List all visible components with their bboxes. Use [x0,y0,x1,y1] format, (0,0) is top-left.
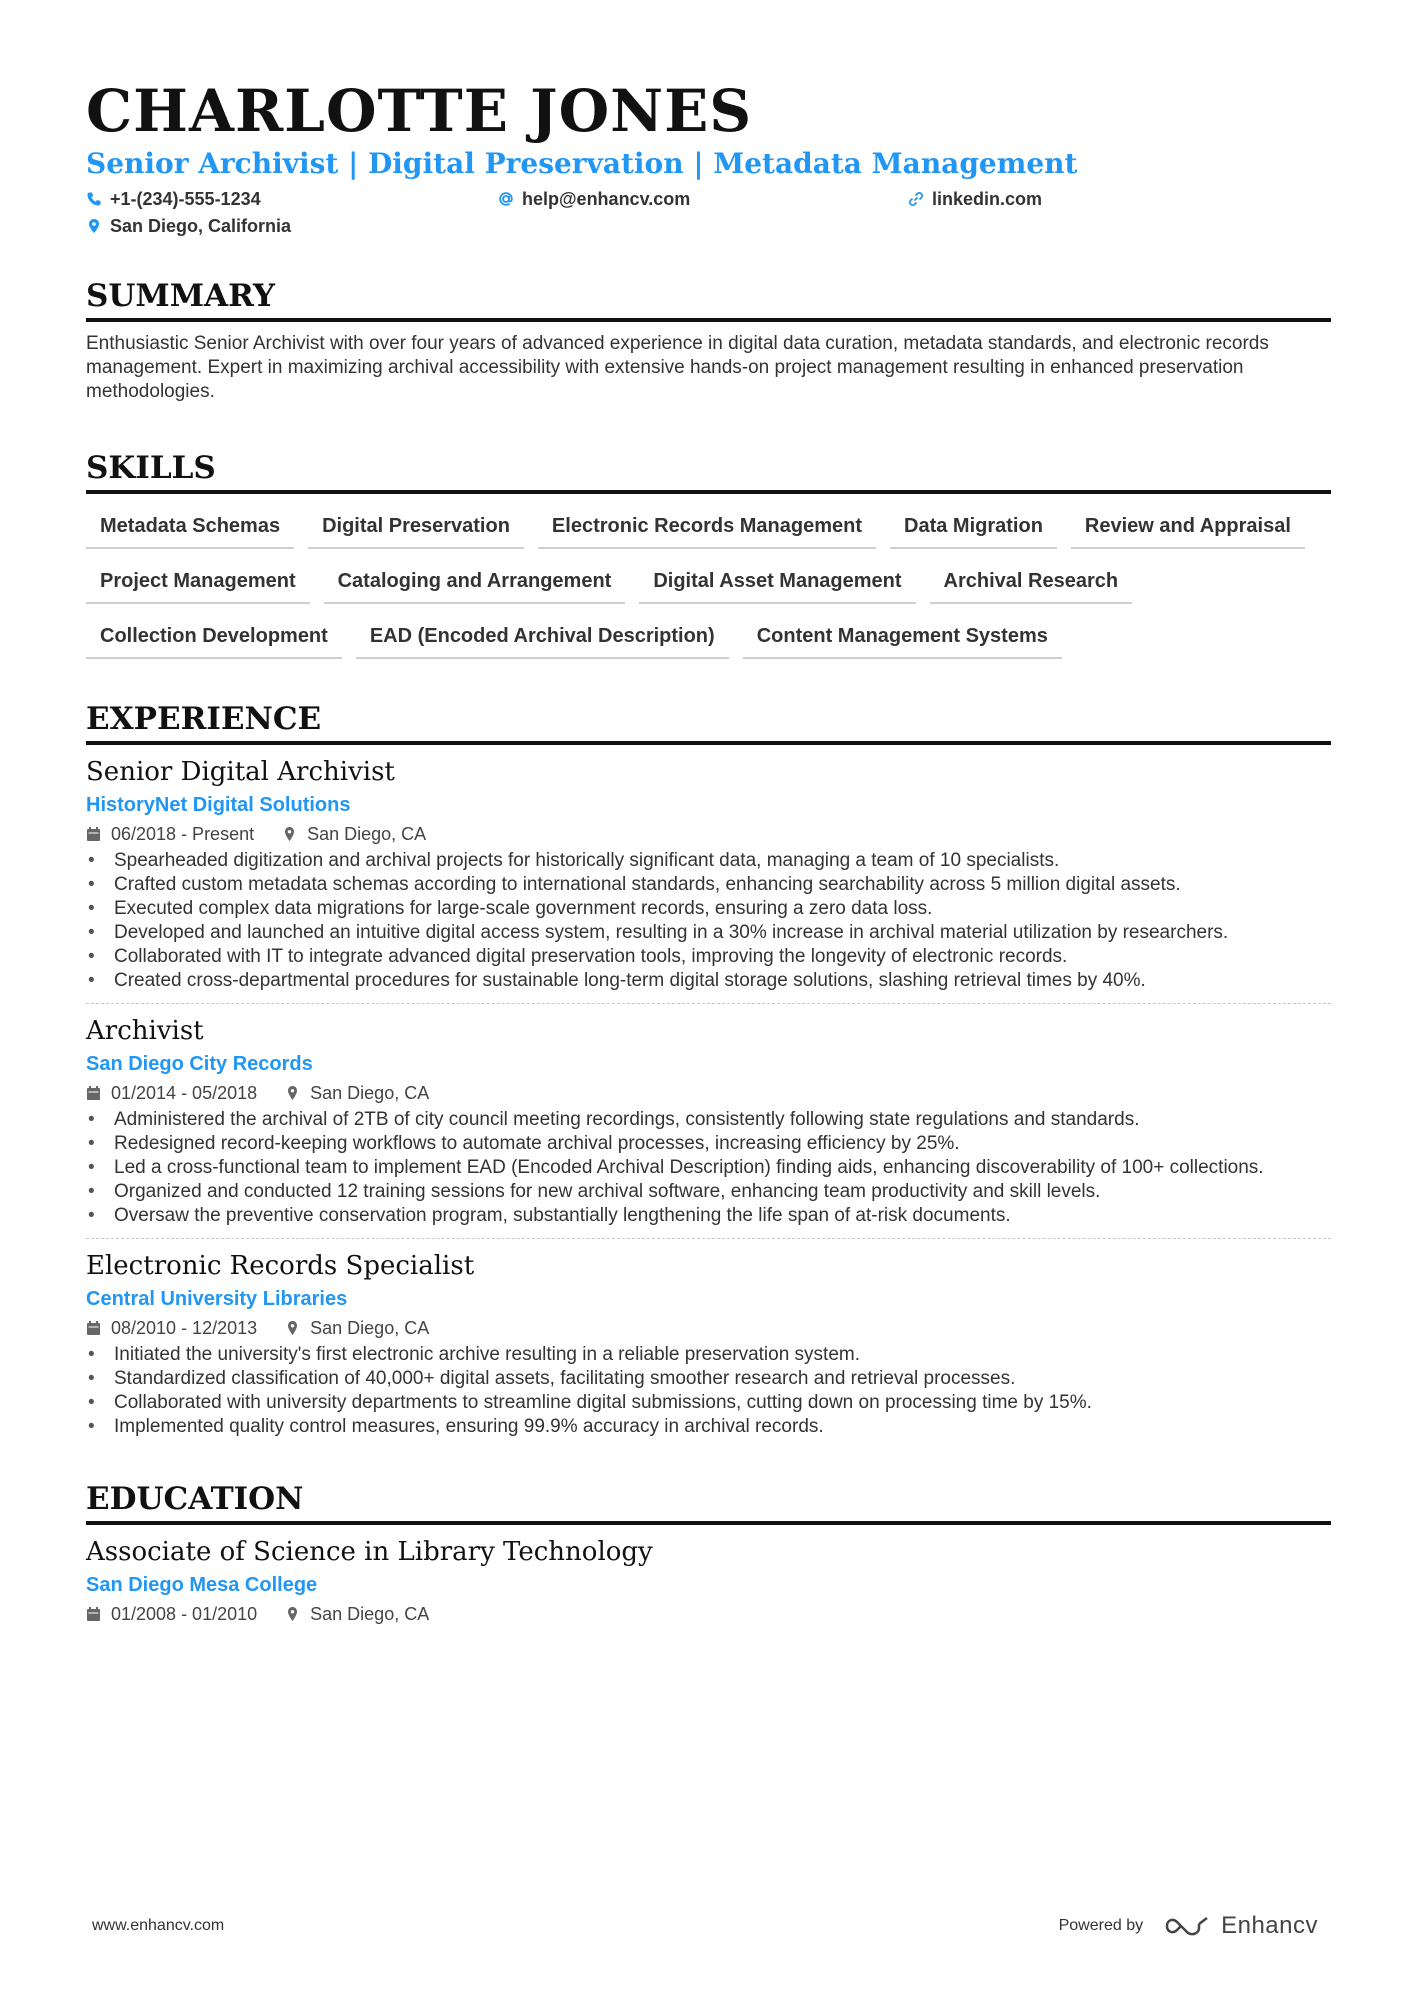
footer-website[interactable]: www.enhancv.com [92,1917,225,1934]
summary-heading: SUMMARY [86,276,1331,322]
location-pin-icon [285,1320,300,1336]
job-location-text: San Diego, CA [310,1318,430,1338]
skill-tag: Data Migration [890,508,1057,549]
brand-name: Enhancv [1221,1912,1318,1939]
contact-info [86,186,1331,242]
bullet-item: • Initiated the university's first electronic archive resulting in a reliable preservation system. [86,1343,1331,1367]
bullet-item: • Administered the archival of 2TB of city council meeting recordings, consistently following state regulations and standards. [86,1108,1331,1132]
school-name: San Diego Mesa College [86,1574,318,1596]
phone-icon [86,191,102,207]
job-dates [86,1080,257,1106]
bullet-item: • Executed complex data migrations for large-scale government records, ensuring a zero data loss. [86,897,1331,921]
job-entry [86,1003,1331,1238]
skill-tag: Review and Appraisal [1071,508,1305,549]
location-pin-icon [86,218,102,234]
education-dates-text: 01/2008 - 01/2010 [111,1604,258,1624]
bullet-item: • Implemented quality control measures, ensuring 99.9% accuracy in archival records. [86,1415,1331,1439]
bullet-item: • Crafted custom metadata schemas according to international standards, enhancing searchability across 5 million digital assets. [86,873,1331,897]
skills-list [86,508,1331,659]
skill-tag: Content Management Systems [743,618,1062,659]
bullet-item: • Collaborated with university departments to streamline digital submissions, cutting down on processing time by 15%. [86,1391,1331,1415]
skill-tag: Metadata Schemas [86,508,294,549]
powered-by [1059,1912,1318,1940]
contact-phone [86,186,261,212]
calendar-icon [86,1606,101,1622]
job-title: Archivist [86,1016,204,1046]
education-location-text: San Diego, CA [310,1604,430,1624]
location-pin-icon [285,1085,300,1101]
at-icon [498,191,514,207]
job-entry [86,755,1331,1003]
education-dates [86,1601,257,1627]
skill-tag: Electronic Records Management [538,508,876,549]
job-dates [86,821,254,847]
calendar-icon [86,1085,101,1101]
skill-tag: Archival Research [930,563,1133,604]
location-pin-icon [285,1606,300,1622]
calendar-icon [86,1320,101,1336]
job-location [285,1315,429,1341]
link-icon [908,191,924,207]
job-location-text: San Diego, CA [310,1083,430,1103]
bullet-item: • Oversaw the preventive conservation program, substantially lengthening the life span of at-risk documents. [86,1204,1331,1228]
job-entry [86,1238,1331,1449]
contact-link [908,186,1042,212]
degree-title: Associate of Science in Library Technology [86,1537,653,1567]
job-dates-text: 08/2010 - 12/2013 [111,1318,258,1338]
skill-tag: Collection Development [86,618,342,659]
job-meta [86,1315,1331,1341]
job-location [282,821,426,847]
contact-email [498,186,690,212]
job-meta [86,1080,1331,1106]
company-name: HistoryNet Digital Solutions [86,794,351,816]
job-location-text: San Diego, CA [307,824,427,844]
candidate-headline: Senior Archivist | Digital Preservation | Metadata Management [86,147,1078,180]
enhancv-logo-icon [1163,1914,1211,1938]
job-dates-text: 01/2014 - 05/2018 [111,1083,258,1103]
education-section [86,1479,1331,1627]
bullet-item: • Spearheaded digitization and archival projects for historically significant data, managing a team of 10 specialists. [86,849,1331,873]
location-pin-icon [282,826,297,842]
calendar-icon [86,826,101,842]
experience-section [86,699,1331,1449]
job-meta [86,821,1331,847]
contact-location [86,213,291,239]
link-text[interactable]: linkedin.com [932,189,1043,209]
education-heading: EDUCATION [86,1479,1331,1525]
location-text: San Diego, California [110,216,292,236]
job-dates [86,1315,257,1341]
bullet-item: • Created cross-departmental procedures for sustainable long-term digital storage solutions, slashing retrieval times by 40%. [86,969,1331,993]
company-name: Central University Libraries [86,1288,348,1310]
summary-text: Enthusiastic Senior Archivist with over four years of advanced experience in digital data curation, metadata standards, and electronic records management. Expert in maximizing archival accessibility with extensive hands-on project management resulting in enhanced preservation methodologies. [86,333,1269,402]
skill-tag: Project Management [86,563,310,604]
experience-heading: EXPERIENCE [86,699,1331,745]
company-name: San Diego City Records [86,1053,313,1075]
job-title: Senior Digital Archivist [86,757,395,787]
skill-tag: EAD (Encoded Archival Description) [356,618,729,659]
skill-tag: Digital Asset Management [639,563,915,604]
email-text[interactable]: help@enhancv.com [522,189,691,209]
powered-by-label: Powered by [1058,1917,1144,1934]
phone-text[interactable]: +1-(234)-555-1234 [110,189,261,209]
job-bullets [86,849,1331,993]
bullet-item: • Developed and launched an intuitive digital access system, resulting in a 30% increase in archival material utilization by researchers. [86,921,1331,945]
skills-heading: SKILLS [86,448,1331,494]
summary-section [86,276,1331,404]
bullet-item: • Led a cross-functional team to implement EAD (Encoded Archival Description) finding aids, enhancing discoverability of 100+ collections. [86,1156,1331,1180]
skill-tag: Cataloging and Arrangement [324,563,626,604]
bullet-item: • Standardized classification of 40,000+ digital assets, facilitating smoother research and retrieval processes. [86,1367,1331,1391]
skills-section [86,448,1331,659]
resume-page [86,78,1331,1627]
bullet-item: • Redesigned record-keeping workflows to automate archival processes, increasing efficiency by 25%. [86,1132,1331,1156]
bullet-item: • Organized and conducted 12 training sessions for new archival software, enhancing team productivity and skill levels. [86,1180,1331,1204]
job-bullets [86,1108,1331,1228]
page-footer [92,1906,1318,1946]
job-location [285,1080,429,1106]
job-title: Electronic Records Specialist [86,1251,475,1281]
skill-tag: Digital Preservation [308,508,524,549]
education-location [285,1601,429,1627]
candidate-name: CHARLOTTE JONES [86,77,753,145]
brand-logo[interactable] [1163,1912,1318,1940]
bullet-item: • Collaborated with IT to integrate advanced digital preservation tools, improving the longevity of electronic records. [86,945,1331,969]
education-meta [86,1601,1331,1627]
job-dates-text: 06/2018 - Present [111,824,255,844]
job-bullets [86,1343,1331,1439]
